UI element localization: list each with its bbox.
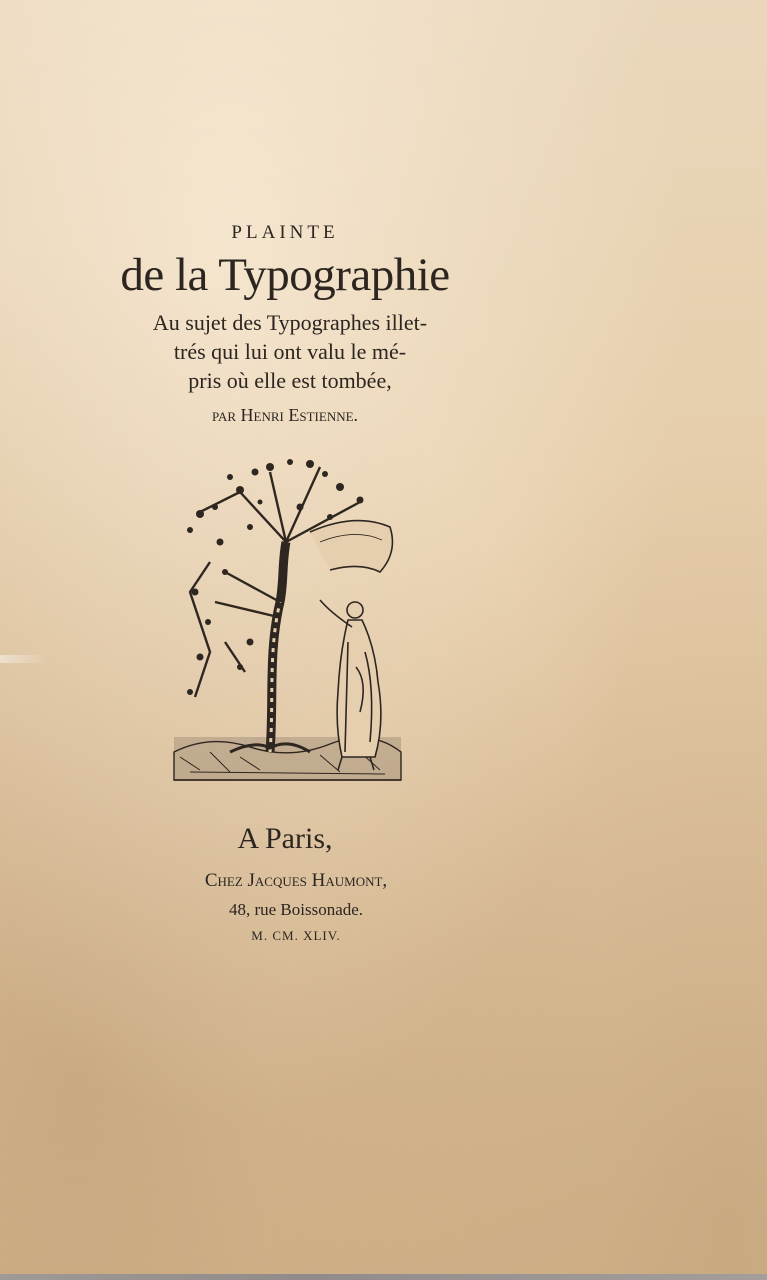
paper-tear <box>0 655 48 663</box>
imprint-address: 48, rue Boissonade. <box>228 900 364 919</box>
subtitle <box>110 308 470 395</box>
subtitle-line: Au sujet des Typographes illet- <box>152 310 428 335</box>
page-title: de la Typographie <box>120 249 450 301</box>
author: par Henri Estienne. <box>211 405 359 425</box>
tree-and-scholar-woodcut-icon <box>170 452 405 782</box>
imprint-place: A Paris, <box>237 822 333 855</box>
subtitle-line: pris où elle est tombée, <box>188 368 392 393</box>
subtitle-line: trés qui lui ont valu le mé- <box>173 339 407 364</box>
title-kicker: PLAINTE <box>231 222 339 243</box>
imprint-year: M. CM. XLIV. <box>251 928 341 943</box>
imprint-publisher: Chez Jacques Haumont, <box>204 870 388 891</box>
